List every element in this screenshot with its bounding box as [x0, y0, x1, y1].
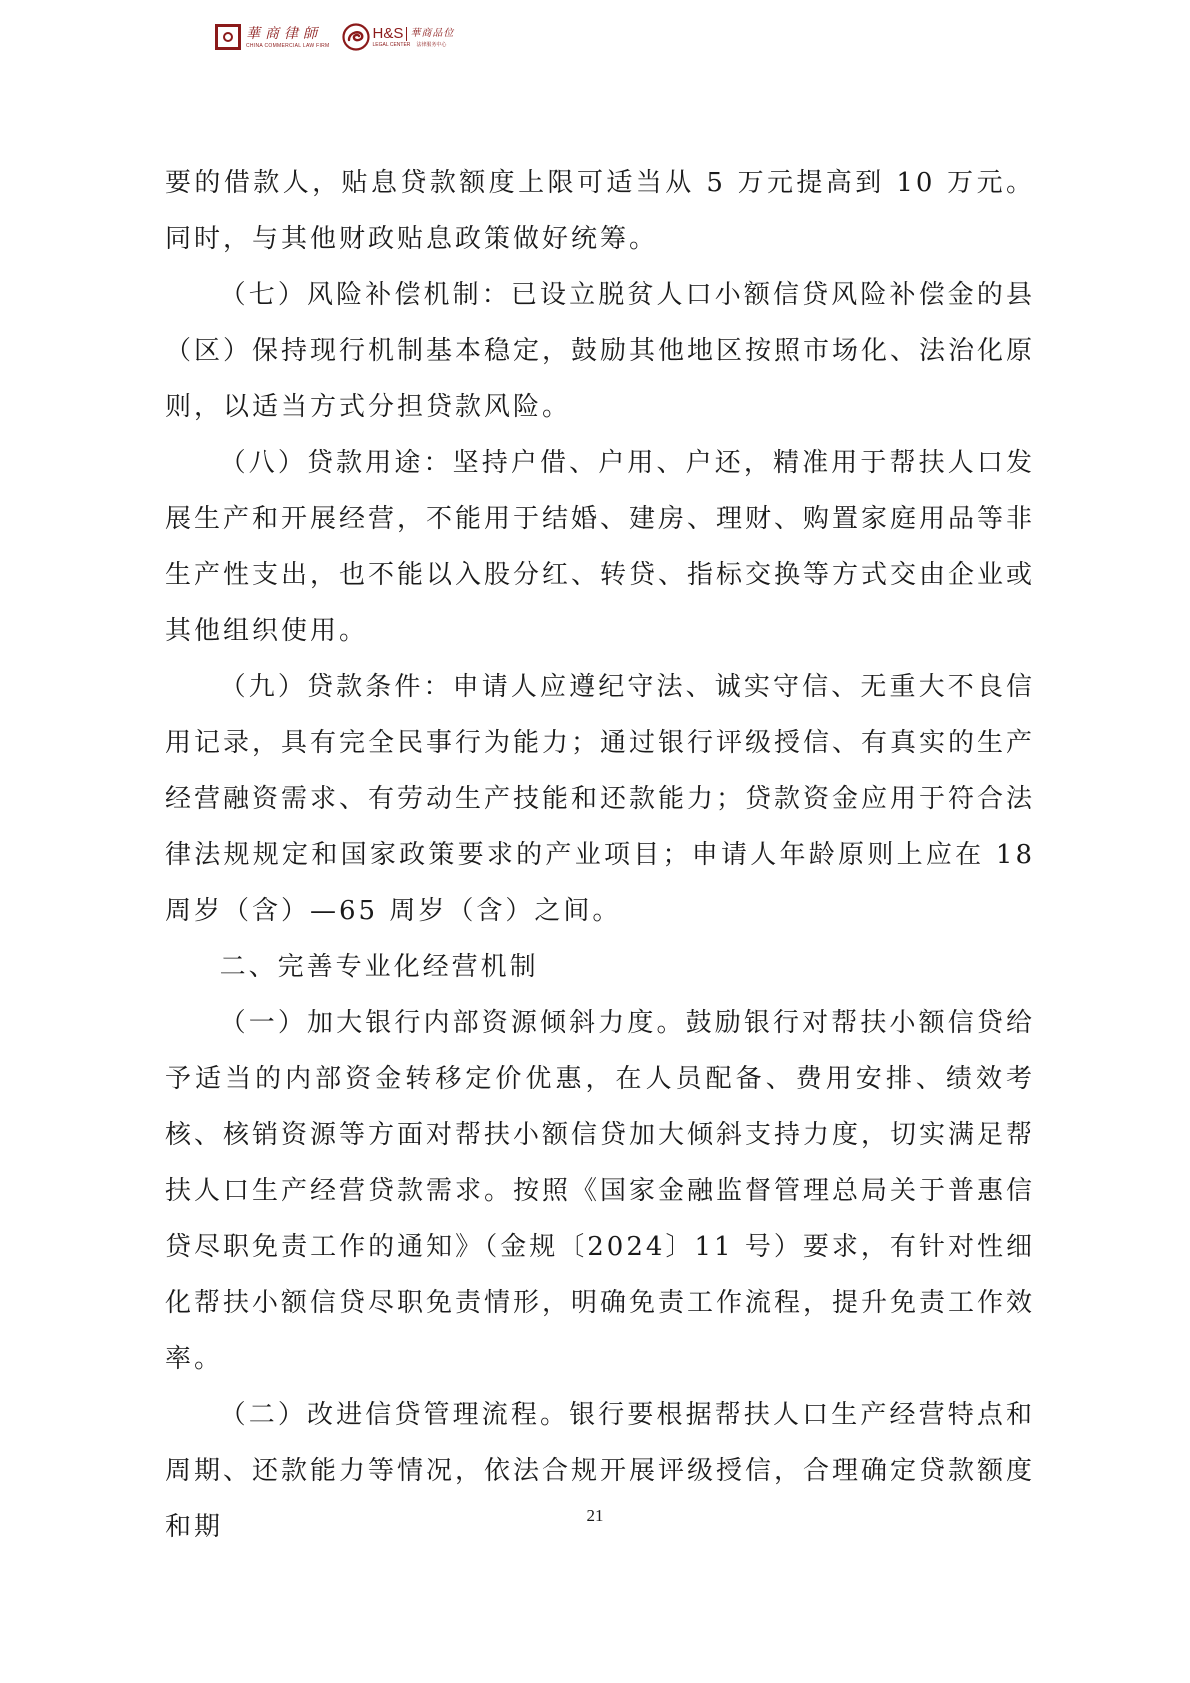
paragraph-risk-compensation: （七）风险补偿机制：已设立脱贫人口小额信贷风险补偿金的县（区）保持现行机制基本稳定，鼓励其他地区按照市场化、法治化原则，以适当方式分担贷款风险。: [165, 280, 1036, 422]
logo1-english-name: CHINA COMMERCIAL LAW FIRM: [246, 42, 330, 49]
paragraph-credit-process: （二）改进信贷管理流程。银行要根据帮扶人口生产经营特点和周期、还款能力等情况，依法合规开展评级授信，合理确定贷款额度和期: [165, 1400, 1036, 1542]
logo2-hs-mark: H&S: [372, 24, 404, 42]
hs-legal-center-logo: [342, 20, 455, 54]
paragraph-loan-conditions: （九）贷款条件：申请人应遵纪守法、诚实守信、无重大不良信用记录，具有完全民事行为能力；通过银行评级授信、有真实的生产经营融资需求、有劳动生产技能和还款能力；贷款资金应用于符合法律法规规定和国家政策要求的产业项目；申请人年龄原则上应在 18 周岁（含）—65 周岁（含）之间。: [165, 672, 1036, 926]
logo2-chinese-subtitle: 法律服务中心: [416, 41, 447, 48]
swirl-emblem-icon: [342, 23, 370, 51]
page-number: 21: [586, 1506, 604, 1525]
logo2-chinese-name: 華商品位: [410, 27, 455, 39]
logo2-english-name: LEGAL CENTER: [372, 41, 411, 48]
document-body: [165, 155, 1035, 1555]
china-commercial-law-firm-logo: [215, 20, 330, 54]
square-seal-icon: [215, 24, 241, 50]
header-logos: [215, 20, 454, 54]
paragraph-bank-resources: （一）加大银行内部资源倾斜力度。鼓励银行对帮扶小额信贷给予适当的内部资金转移定价优惠，在人员配备、费用安排、绩效考核、核销资源等方面对帮扶小额信贷加大倾斜支持力度，切实满足帮扶人口生产经营贷款需求。按照《国家金融监督管理总局关于普惠信贷尽职免责工作的通知》（金规〔2024〕11 号）要求，有针对性细化帮扶小额信贷尽职免责情形，明确免责工作流程，提升免责工作效率。: [165, 1008, 1036, 1374]
section-heading: 二、完善专业化经营机制: [219, 952, 539, 982]
paragraph-loan-usage: （八）贷款用途：坚持户借、户用、户还，精准用于帮扶人口发展生产和开展经营，不能用于结婚、建房、理财、购置家庭用品等非生产性支出，也不能以入股分红、转贷、指标交换等方式交由企业或其他组织使用。: [165, 448, 1036, 646]
logo1-chinese-name: 華商律師: [246, 25, 322, 42]
paragraph-continuation: 要的借款人，贴息贷款额度上限可适当从 5 万元提高到 10 万元。同时，与其他财政贴息政策做好统筹。: [165, 168, 1035, 254]
